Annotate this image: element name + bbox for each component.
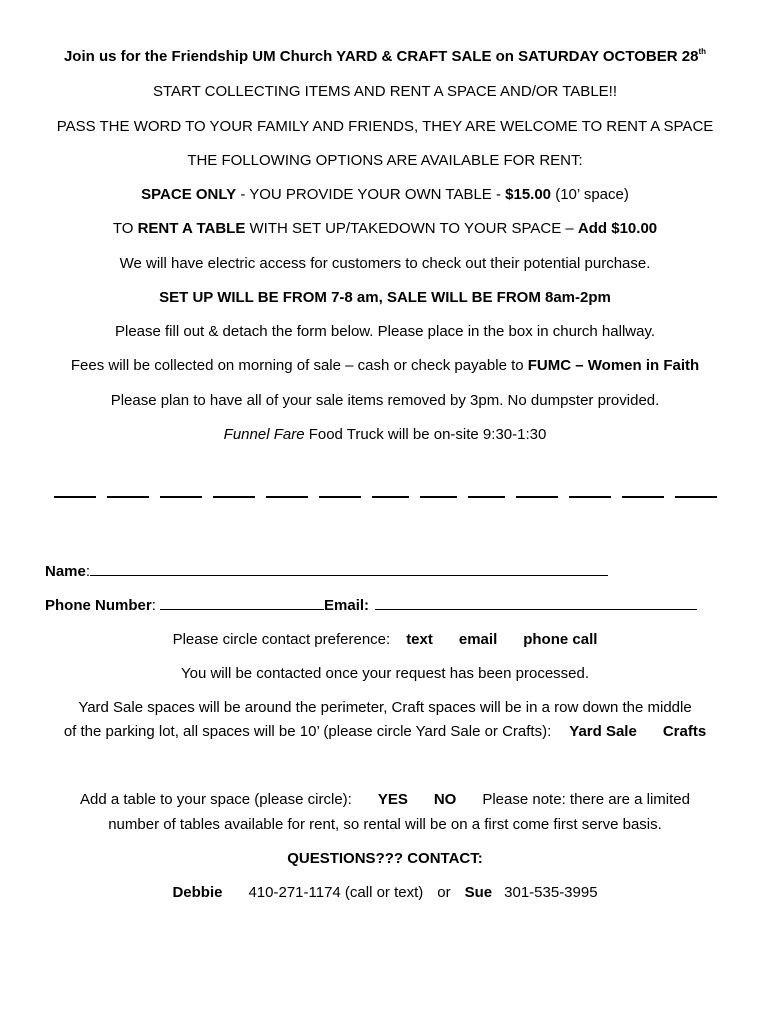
questions-heading xyxy=(0,849,770,869)
fees-payee: FUMC – Women in Faith xyxy=(527,357,700,374)
rent-table-text: WITH SET UP/TAKEDOWN TO YOUR SPACE – xyxy=(245,220,578,237)
contact-person-2: Sue xyxy=(464,884,493,901)
detach-segment xyxy=(569,496,611,498)
options-line: THE FOLLOWING OPTIONS ARE AVAILABLE FOR RENT: xyxy=(187,152,583,169)
food-truck-name: Funnel Fare xyxy=(223,426,305,443)
times-line xyxy=(0,288,770,308)
contact-phone-1: 410-271-1174 (call or text) xyxy=(248,884,424,901)
email-label: Email: xyxy=(324,597,370,614)
add-table-line xyxy=(0,790,770,810)
name-colon: : xyxy=(85,563,91,580)
detach-segment xyxy=(54,496,96,498)
contact-pref-text: Please circle contact preference: xyxy=(172,631,391,648)
space-only-price: $15.00 xyxy=(505,186,552,203)
detach-segment xyxy=(160,496,202,498)
electric-line: We will have electric access for customers to check out their potential purchase. xyxy=(119,255,651,272)
detach-segment xyxy=(516,496,558,498)
questions-heading-text: QUESTIONS??? CONTACT: xyxy=(287,850,483,867)
option-crafts[interactable]: Crafts xyxy=(662,723,707,740)
table-note-text: Please note: there are a limited xyxy=(482,791,690,808)
pass-word-line: PASS THE WORD TO YOUR FAMILY AND FRIENDS, THEY ARE WELCOME TO RENT A SPACE xyxy=(56,118,714,135)
phone-colon: : xyxy=(151,597,161,614)
flyer-title xyxy=(0,47,770,67)
rent-table-pre: TO xyxy=(112,220,138,237)
contact-person-1: Debbie xyxy=(172,884,223,901)
detach-segment xyxy=(213,496,255,498)
detach-line xyxy=(0,496,770,498)
pref-option-phone[interactable]: phone call xyxy=(523,631,598,648)
spaces-line-2 xyxy=(0,722,770,742)
rent-table-price: Add $10.00 xyxy=(577,220,658,237)
title-superscript: th xyxy=(698,47,707,56)
contact-phone-2: 301-535-3995 xyxy=(504,884,598,901)
detach-segment xyxy=(675,496,717,498)
pref-option-email[interactable]: email xyxy=(458,631,498,648)
contacted-line: You will be contacted once your request has been processed. xyxy=(180,665,590,682)
fees-text: Fees will be collected on morning of sale – cash or check payable to xyxy=(70,357,528,374)
food-truck-line xyxy=(0,425,770,445)
pref-option-text[interactable]: text xyxy=(406,631,433,648)
fill-out-line: Please fill out & detach the form below. Please place in the box in church hallway. xyxy=(114,323,656,340)
name-label: Name xyxy=(45,563,86,580)
phone-email-row xyxy=(45,596,745,616)
collect-line: START COLLECTING ITEMS AND RENT A SPACE AND/OR TABLE!! xyxy=(152,83,617,100)
spaces-line-2-text: of the parking lot, all spaces will be 10’ (please circle Yard Sale or Crafts): xyxy=(63,723,552,740)
contact-or: or xyxy=(437,884,451,901)
name-row xyxy=(45,562,745,582)
rent-table-label: RENT A TABLE xyxy=(137,220,246,237)
space-only-label: SPACE ONLY xyxy=(141,186,237,203)
detach-segment xyxy=(622,496,664,498)
title-text: Join us for the Friendship UM Church YARD & CRAFT SALE on SATURDAY OCTOBER 28 xyxy=(63,48,699,65)
times-text: SET UP WILL BE FROM 7-8 am, SALE WILL BE FROM 8am-2pm xyxy=(159,289,611,306)
option-yes[interactable]: YES xyxy=(377,791,408,808)
detach-segment xyxy=(420,496,457,498)
option-yard-sale[interactable]: Yard Sale xyxy=(569,723,637,740)
phone-label: Phone Number xyxy=(45,597,152,614)
food-truck-text: Food Truck will be on-site 9:30-1:30 xyxy=(304,426,547,443)
add-table-text: Add a table to your space (please circle): xyxy=(80,791,352,808)
detach-segment xyxy=(372,496,409,498)
detach-segment xyxy=(319,496,361,498)
contact-pref-line xyxy=(0,630,770,650)
space-only-line xyxy=(0,185,770,205)
detach-segment xyxy=(468,496,505,498)
contact-line xyxy=(0,883,770,903)
option-no[interactable]: NO xyxy=(433,791,457,808)
remove-line: Please plan to have all of your sale items removed by 3pm. No dumpster provided. xyxy=(110,392,660,409)
detach-segment xyxy=(266,496,308,498)
space-only-note: (10’ space) xyxy=(551,186,629,203)
space-only-text: - YOU PROVIDE YOUR OWN TABLE - xyxy=(236,186,506,203)
email-field[interactable] xyxy=(375,596,697,610)
table-note-line-2: number of tables available for rent, so rental will be on a first come first serve basis. xyxy=(108,816,662,833)
name-field[interactable] xyxy=(90,562,608,576)
detach-segment xyxy=(107,496,149,498)
fees-line xyxy=(0,356,770,376)
phone-field[interactable] xyxy=(160,596,324,610)
spaces-line-1: Yard Sale spaces will be around the perimeter, Craft spaces will be in a row down the middle xyxy=(78,699,692,716)
rent-table-line xyxy=(0,219,770,239)
